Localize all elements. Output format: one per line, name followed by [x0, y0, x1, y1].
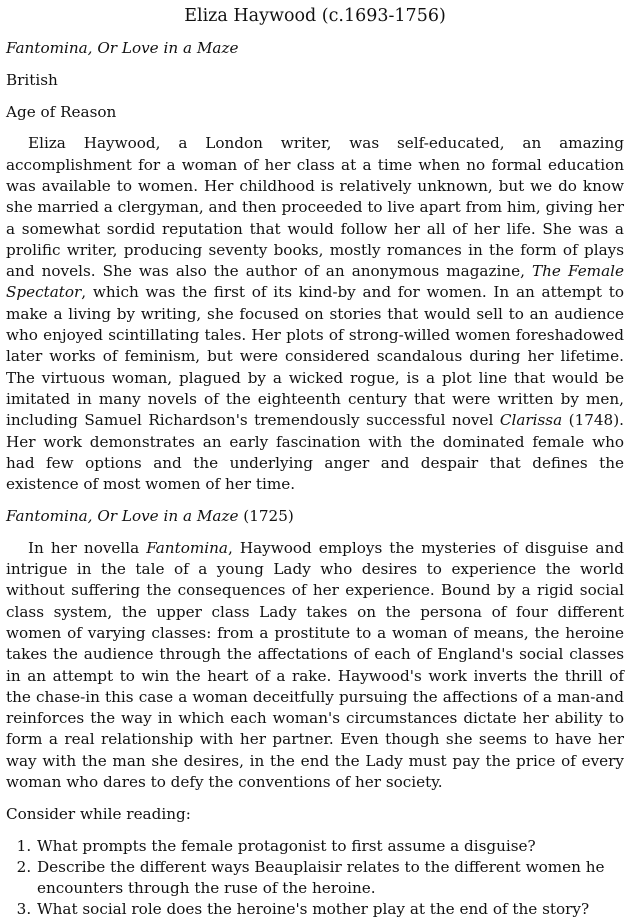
page-title: Eliza Haywood (c.1693-1756) [184, 6, 446, 26]
list-item: 3. What social role does the heroine's mother play at the end of the story? [36, 899, 624, 920]
nationality: British [6, 70, 58, 89]
work-title: Fantomina, Or Love in a Maze [6, 39, 239, 57]
biography-paragraph: Eliza Haywood, a London writer, was self-educated, an amazing accomplishment for a woman of her class at a time when no formal education was available to women. Her childhood is relatively unknown, but we do know she married a clergyman, and then proceeded to live apart from him, giving her a somewhat sordid reputation that would follow her all of her life. She was a prolific writer, producing seventy books, mostly romances in the form of plays and novels. She was also the author of an anonymous magazine, The Female Spectator, which was the first of its kind-by and for women. In an attempt to make a living by writing, she focused on stories that would sell to an audience who enjoyed scintillating tales. Her plots of strong-willed women foreshadowed later works of feminism, but were considered scandalous during her lifetime. The virtuous woman, plagued by a wicked rogue, is a plot line that would be imitated in many novels of the eighteenth century that were written by men, including Samuel Richardson's tremendously successful novel Clarissa (1748). Her work demonstrates an early fascination with the dominated female who had few options and the underlying anger and despair that defines the existence of most women of her time. [6, 134, 624, 494]
question-list [6, 836, 624, 921]
novella-title: Fantomina [146, 538, 228, 557]
list-item: 2. Describe the different ways Beauplaisir relates to the different women he encounters through the ruse of the heroine. [36, 857, 624, 900]
consider-label: Consider while reading: [6, 804, 191, 823]
novel-title: Clarissa [499, 411, 563, 430]
summary-paragraph: In her novella Fantomina, Haywood employs the mysteries of disguise and intrigue in the tale of a young Lady who desires to experience the world without suffering the consequences of her experience. Bound by a rigid social class system, the upper class Lady takes on the persona of four different women of varying classes: from a prostitute to a woman of means, the heroine takes the audience through the affectations of each of England's social classes in an attempt to win the heart of a rake. Haywood's work inverts the thrill of the chase-in this case a woman deceitfully pursuing the affections of a man-and reinforces the way in which each woman's circumstances dictate her ability to form a real relationship with her partner. Even though she seems to have her way with the man she desires, in the end the Lady must pay the price of every woman who dares to defy the conventions of her society. [6, 538, 624, 791]
list-item: 1. What prompts the female protagonist to first assume a disguise? [36, 836, 624, 857]
work-heading: Fantomina, Or Love in a Maze (1725) [6, 506, 294, 525]
period: Age of Reason [6, 102, 117, 121]
magazine-title: The Female Spectator [6, 262, 624, 302]
